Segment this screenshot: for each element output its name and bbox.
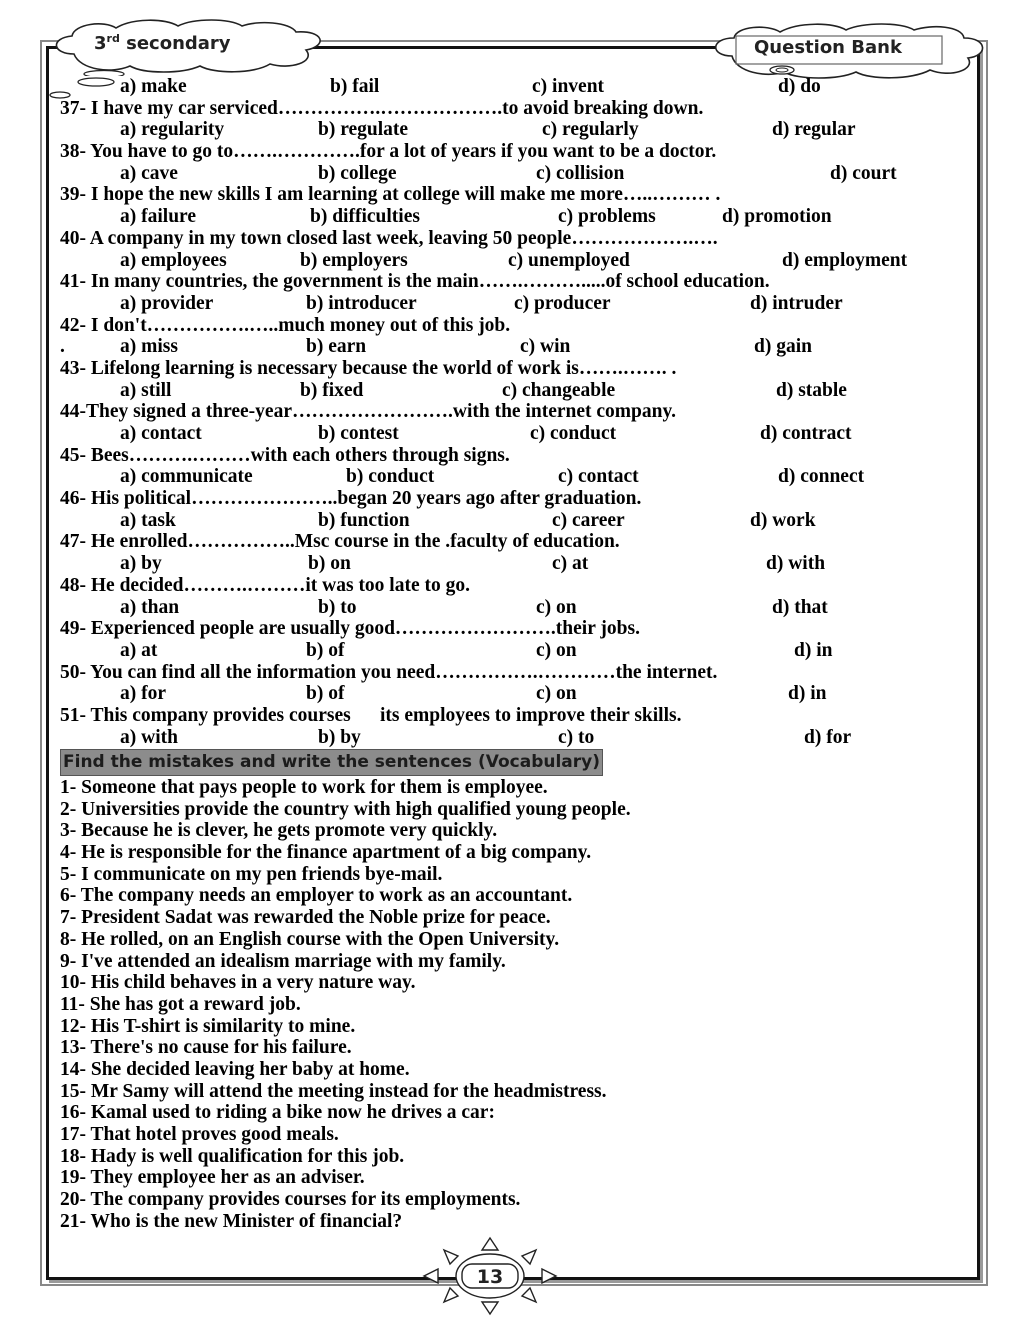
option-d: d) gain <box>754 336 812 358</box>
option-a: a) contact <box>120 423 202 444</box>
option-b: b) to <box>318 596 357 618</box>
options-row <box>60 466 960 488</box>
options-row <box>60 683 960 705</box>
option-a: a) miss <box>120 336 178 358</box>
list-item: 11- She has got a reward job. <box>60 993 301 1015</box>
option-c: c) producer <box>514 292 611 314</box>
option-b: b) by <box>318 726 361 748</box>
option-d: d) employment <box>782 249 908 271</box>
list-item: 12- His T-shirt is similarity to mine. <box>60 1015 356 1037</box>
option-a: a) task <box>120 509 176 531</box>
list-item: 5- I communicate on my pen friends bye-mail. <box>60 863 443 885</box>
option-b: b) function <box>318 509 410 531</box>
question-row <box>60 531 960 553</box>
option-d: d) connect <box>778 466 865 488</box>
option-b: b) fail <box>330 76 380 97</box>
options-row <box>60 119 960 141</box>
option-b: b) employers <box>300 249 408 271</box>
row-lead-dot: . <box>60 336 65 358</box>
option-c: c) to <box>558 726 595 748</box>
option-c: c) career <box>552 509 625 531</box>
options-row <box>60 250 960 272</box>
option-d: d) stable <box>776 379 847 401</box>
question-text: 41- In many countries, the government is the main…….……….....of school education. <box>60 271 770 293</box>
options-row <box>60 336 960 358</box>
option-a: a) by <box>120 553 162 575</box>
options-row <box>60 380 960 402</box>
option-a: a) still <box>120 379 172 401</box>
options-row <box>60 423 960 445</box>
question-list <box>60 76 960 748</box>
list-item: 20- The company provides courses for its employments. <box>60 1189 521 1211</box>
options-row <box>60 510 960 532</box>
options-row <box>60 163 960 185</box>
option-d: d) in <box>788 683 827 705</box>
question-text: 45- Bees……….………with each others through signs. <box>60 444 510 466</box>
list-item: 13- There's no cause for his failure. <box>60 1037 352 1059</box>
option-d: d) regular <box>772 119 856 141</box>
list-item: 2- Universities provide the country with high qualified young people. <box>60 798 631 820</box>
list-item: 8- He rolled, on an English course with the Open University. <box>60 928 560 950</box>
question-text: 43- Lifelong learning is necessary because the world of work is…….……. . <box>60 357 677 379</box>
question-row <box>60 98 960 120</box>
list-item: 9- I've attended an idealism marriage with my family. <box>60 950 506 972</box>
options-row <box>60 640 960 662</box>
question-row <box>60 141 960 163</box>
option-d: d) promotion <box>722 206 832 228</box>
option-c: c) changeable <box>502 379 616 401</box>
question-row <box>60 358 960 380</box>
question-text: 48- He decided……….………it was too late to go. <box>60 574 470 596</box>
option-a: a) regularity <box>120 119 225 141</box>
list-item: 14- She decided leaving her baby at home. <box>60 1058 410 1080</box>
option-d: d) for <box>804 726 852 748</box>
list-item: 4- He is responsible for the finance apartment of a big company. <box>60 842 592 864</box>
options-row <box>60 597 960 619</box>
question-text: 40- A company in my town closed last week, leaving 50 people……………….…. <box>60 227 718 249</box>
option-c: c) invent <box>532 76 605 97</box>
question-row <box>60 705 960 727</box>
option-b: b) conduct <box>346 466 435 488</box>
list-item: 1- Someone that pays people to work for them is employee. <box>60 777 548 798</box>
option-b: b) contest <box>318 423 399 444</box>
question-row <box>60 76 960 98</box>
option-b: b) of <box>306 683 345 705</box>
list-item: 6- The company needs an employer to work as an accountant. <box>60 885 573 907</box>
option-c: c) conduct <box>530 423 617 444</box>
option-a: a) communicate <box>120 466 253 488</box>
option-a: a) provider <box>120 292 214 314</box>
list-item: 18- Hady is well qualification for this job. <box>60 1145 405 1167</box>
option-d: d) work <box>750 509 816 531</box>
right-cloud-label: Question Bank <box>754 37 902 58</box>
question-text: 37- I have my car serviced…………….……………….to avoid breaking down. <box>60 97 704 119</box>
option-b: b) of <box>306 639 345 661</box>
options-row <box>60 727 960 749</box>
option-b: b) earn <box>306 336 367 358</box>
question-text: 44-They signed a three-year…………………….with the internet company. <box>60 401 677 423</box>
question-row <box>60 662 960 684</box>
mistakes-list <box>60 777 960 1232</box>
question-row <box>60 575 960 597</box>
option-d: d) that <box>772 596 828 618</box>
question-text: 47- He enrolled……………..Msc course in the .faculty of education. <box>60 531 620 553</box>
list-item: 19- They employee her as an adviser. <box>60 1167 365 1189</box>
left-cloud-label: 3rd secondary <box>94 32 231 54</box>
question-row <box>60 315 960 337</box>
list-item: 17- That hotel proves good meals. <box>60 1124 339 1145</box>
options-row <box>60 293 960 315</box>
option-a: a) cave <box>120 162 178 184</box>
question-text: 51- This company provides courses its employees to improve their skills. <box>60 704 682 726</box>
question-text: 42- I don't…………….…..much money out of this job. <box>60 314 511 336</box>
option-a: a) for <box>120 683 167 705</box>
question-row <box>60 445 960 467</box>
option-d: d) contract <box>760 423 852 444</box>
option-c: c) problems <box>558 206 656 228</box>
option-a: a) than <box>120 596 180 618</box>
list-item: 16- Kamal used to riding a bike now he drives a car: <box>60 1102 495 1124</box>
question-row <box>60 228 960 250</box>
option-d: d) intruder <box>750 292 843 314</box>
option-a: a) at <box>120 639 158 661</box>
page-number: 13 <box>476 1266 504 1288</box>
option-d: d) court <box>830 162 897 184</box>
option-c: c) on <box>536 596 577 618</box>
question-row <box>60 488 960 510</box>
option-b: b) difficulties <box>310 206 420 228</box>
option-c: c) regularly <box>542 119 639 141</box>
option-a: a) employees <box>120 249 227 271</box>
option-c: c) contact <box>558 466 639 488</box>
option-c: c) on <box>536 639 577 661</box>
option-b: b) regulate <box>318 119 409 141</box>
option-d: d) do <box>778 76 821 97</box>
question-text: 46- His political…………………..began 20 years ago after graduation. <box>60 488 642 510</box>
option-b: b) college <box>318 162 397 184</box>
list-item: 15- Mr Samy will attend the meeting instead for the headmistress. <box>60 1080 607 1102</box>
list-item: 7- President Sadat was rewarded the Noble prize for peace. <box>60 907 551 929</box>
option-c: c) at <box>552 553 589 575</box>
question-text: 38- You have to go to…….………….for a lot of years if you want to be a doctor. <box>60 141 717 163</box>
question-row <box>60 618 960 640</box>
question-row <box>60 184 960 206</box>
option-a: a) failure <box>120 206 197 228</box>
option-b: b) introducer <box>306 292 417 314</box>
option-c: c) collision <box>536 162 625 184</box>
options-row <box>60 206 960 228</box>
question-text: 39- I hope the new skills I am learning at college will make me more…..……… . <box>60 184 721 206</box>
question-row <box>60 401 960 423</box>
option-b: b) on <box>308 553 351 575</box>
option-d: d) with <box>766 553 826 575</box>
option-c: c) unemployed <box>508 249 630 271</box>
option-c: c) on <box>536 683 577 705</box>
option-b: b) fixed <box>300 379 364 401</box>
section-heading: Find the mistakes and write the sentences (Vocabulary) <box>60 749 603 776</box>
options-row <box>60 553 960 575</box>
option-a: a) with <box>120 726 178 748</box>
list-item: 21- Who is the new Minister of financial? <box>60 1210 403 1232</box>
list-item: 10- His child behaves in a very nature way. <box>60 972 416 994</box>
question-text: 49- Experienced people are usually good…………………….their jobs. <box>60 618 640 640</box>
option-d: d) in <box>794 639 833 661</box>
question-row <box>60 271 960 293</box>
option-c: c) win <box>520 336 571 358</box>
list-item: 3- Because he is clever, he gets promote very quickly. <box>60 820 498 842</box>
question-text: 50- You can find all the information you need…………….…………the internet. <box>60 661 718 683</box>
option-a: a) make <box>120 76 187 97</box>
